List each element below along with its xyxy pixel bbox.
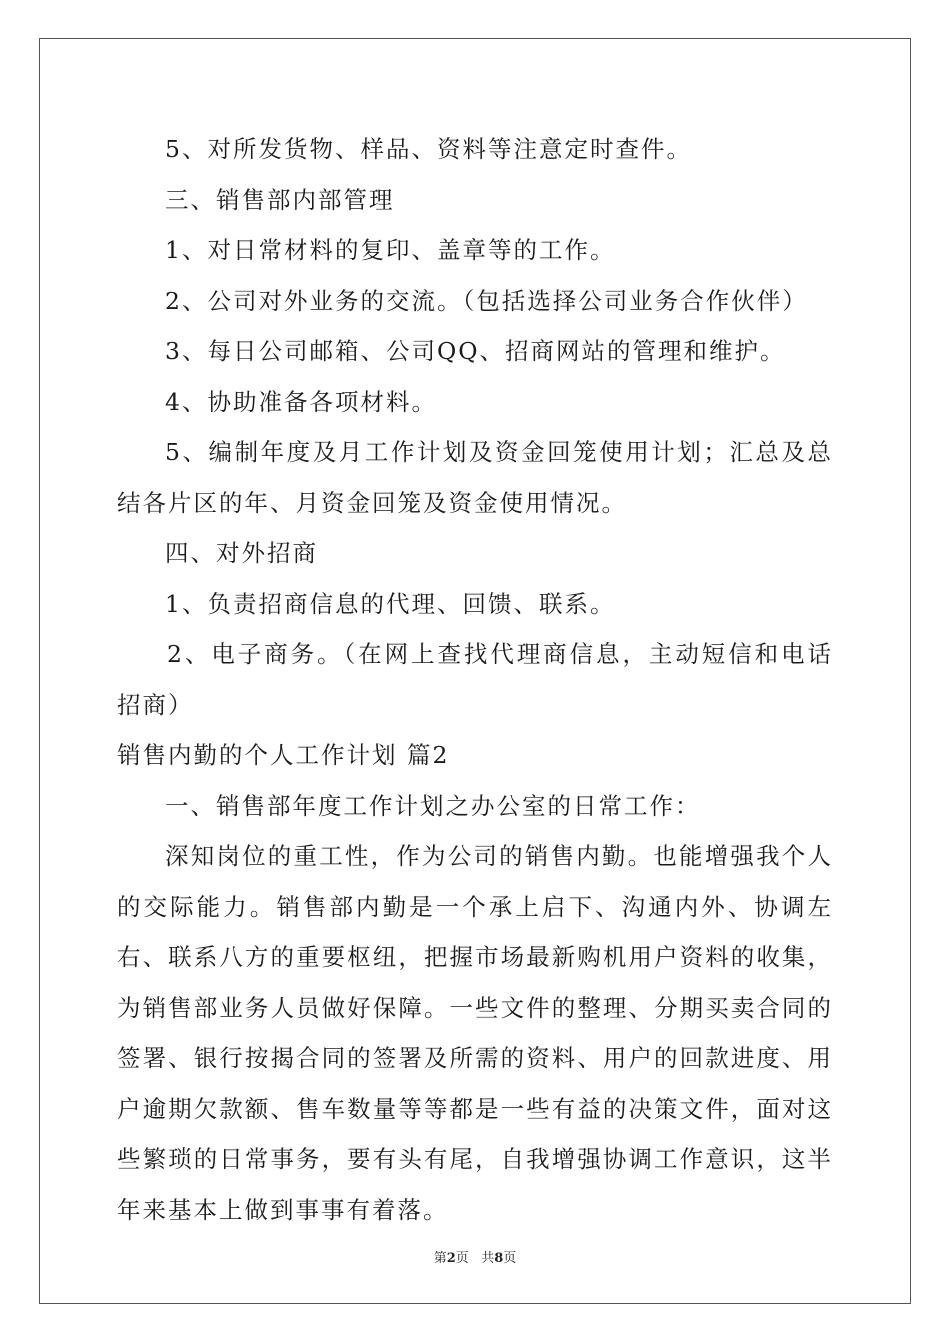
document-body [117, 124, 833, 1235]
paragraph: 深知岗位的重工性，作为公司的销售内勤。也能增强我个人的交际能力。销售部内勤是一个承上启下、沟通内外、协调左右、联系八方的重要枢纽，把握市场最新购机用户资料的收集，为销售部业务人员做好保障。一些文件的整理、分期买卖合同的签署、银行按揭合同的签署及所需的资料、用户的回款进度、用户逾期欠款额、售车数量等等都是一些有益的决策文件，面对这些繁琐的日常事务，要有头有尾，自我增强协调工作意识，这半年来基本上做到事事有着落。 [117, 842, 833, 1224]
paragraph: 5、编制年度及月工作计划及资金回笼使用计划；汇总及总结各片区的年、月资金回笼及资金使用情况。 [117, 438, 833, 517]
paragraph: 5、对所发货物、样品、资料等注意定时查件。 [165, 135, 692, 163]
paragraph: 2、电子商务。（在网上查找代理商信息，主动短信和电话招商） [117, 640, 833, 719]
page-suffix: 页 [455, 1251, 469, 1266]
paragraph: 2、公司对外业务的交流。（包括选择公司业务合作伙伴） [165, 286, 808, 315]
total-pages: 8 [494, 1251, 504, 1266]
paragraph: 3、每日公司邮箱、公司QQ、招商网站的管理和维护。 [165, 337, 786, 365]
section-heading: 四、对外招商 [165, 539, 318, 567]
paragraph: 4、协助准备各项材料。 [165, 387, 437, 416]
paragraph: 1、负责招商信息的代理、回馈、联系。 [165, 589, 616, 618]
paragraph: 1、对日常材料的复印、盖章等的工作。 [165, 236, 616, 264]
total-prefix: 共 [481, 1251, 495, 1266]
article-title: 销售内勤的个人工作计划 篇2 [117, 741, 450, 769]
page-number: 2 [446, 1251, 456, 1266]
section-heading: 一、销售部年度工作计划之办公室的日常工作： [165, 791, 701, 820]
page-prefix: 第 [433, 1251, 447, 1266]
section-heading: 三、销售部内部管理 [165, 185, 395, 214]
total-suffix: 页 [503, 1251, 517, 1266]
page-footer [0, 1247, 950, 1266]
